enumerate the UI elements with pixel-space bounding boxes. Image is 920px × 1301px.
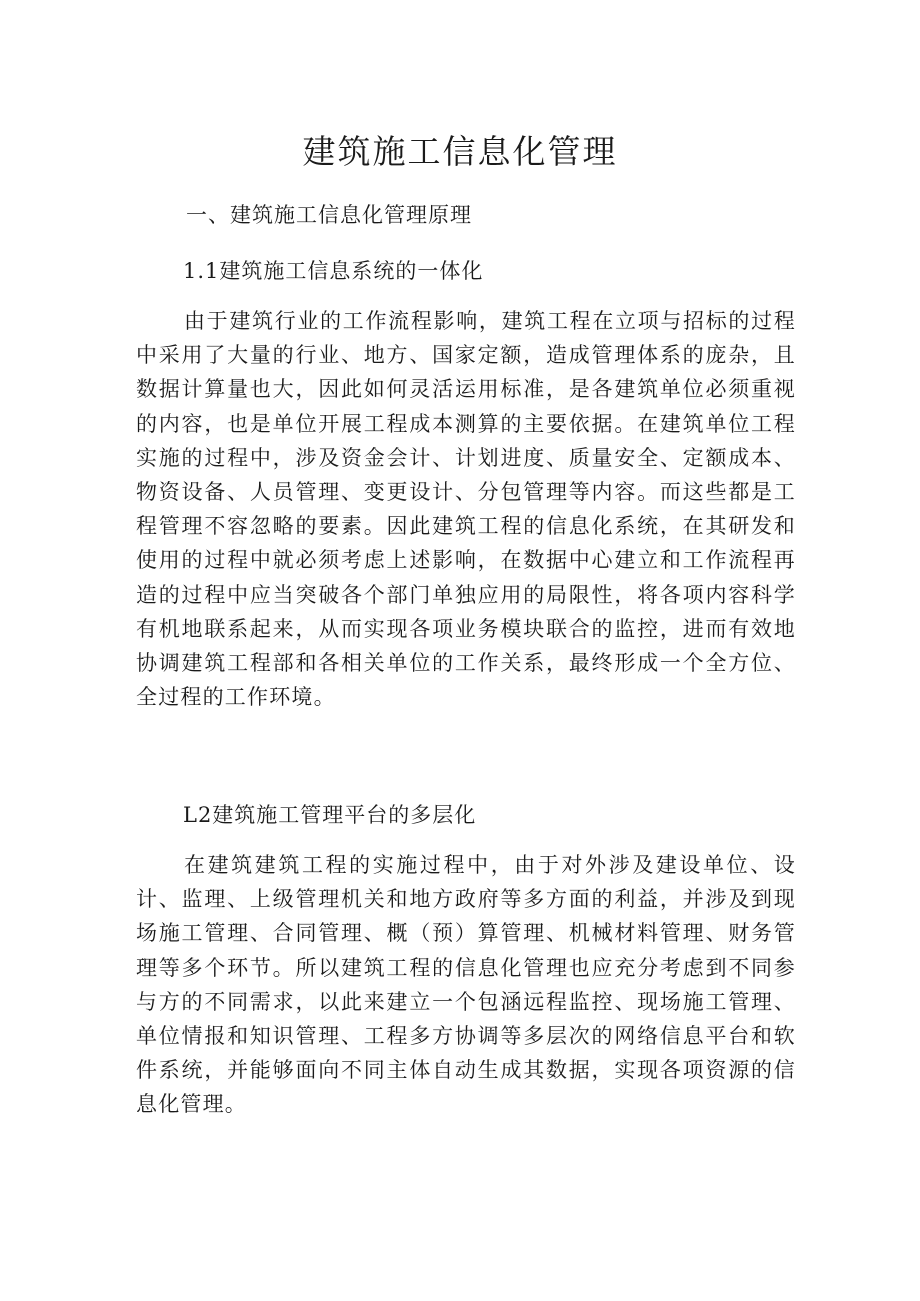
section-heading: 一、建筑施工信息化管理原理 — [186, 203, 472, 227]
subsection-heading-1-2: L2建筑施工管理平台的多层化 — [183, 803, 477, 827]
paragraph-1-2: 在建筑建筑工程的实施过程中，由于对外涉及建设单位、设计、监理、上级管理机关和地方政府等多方面的利益，并涉及到现场施工管理、合同管理、概（预）算管理、机械材料管理、财务管理等多个环节。所以建筑工程的信息化管理也应充分考虑到不同参与方的不同需求，以此来建立一个包涵远程监控、现场施工管理、单位情报和知识管理、工程多方协调等多层次的网络信息平台和软件系统，并能够面向不同主体自动生成其数据，实现各项资源的信息化管理。 — [136, 853, 796, 1117]
paragraph-1-1: 由于建筑行业的工作流程影响，建筑工程在立项与招标的过程中采用了大量的行业、地方、国家定额，造成管理体系的庞杂，且数据计算量也大，因此如何灵活运用标准，是各建筑单位必须重视的内容，也是单位开展工程成本测算的主要依据。在建筑单位工程实施的过程中，涉及资金会计、计划进度、质量安全、定额成本、物资设备、人员管理、变更设计、分包管理等内容。而这些都是工程管理不容忽略的要素。因此建筑工程的信息化系统，在其研发和使用的过程中就必须考虑上述影响，在数据中心建立和工作流程再造的过程中应当突破各个部门单独应用的局限性，将各项内容科学有机地联系起来，从而实现各项业务模块联合的监控，进而有效地协调建筑工程部和各相关单位的工作关系，最终形成一个全方位、全过程的工作环境。 — [136, 309, 796, 710]
subsection-heading-1-1: 1.1建筑施工信息系统的一体化 — [183, 259, 484, 283]
document-title: 建筑施工信息化管理 — [302, 132, 618, 171]
